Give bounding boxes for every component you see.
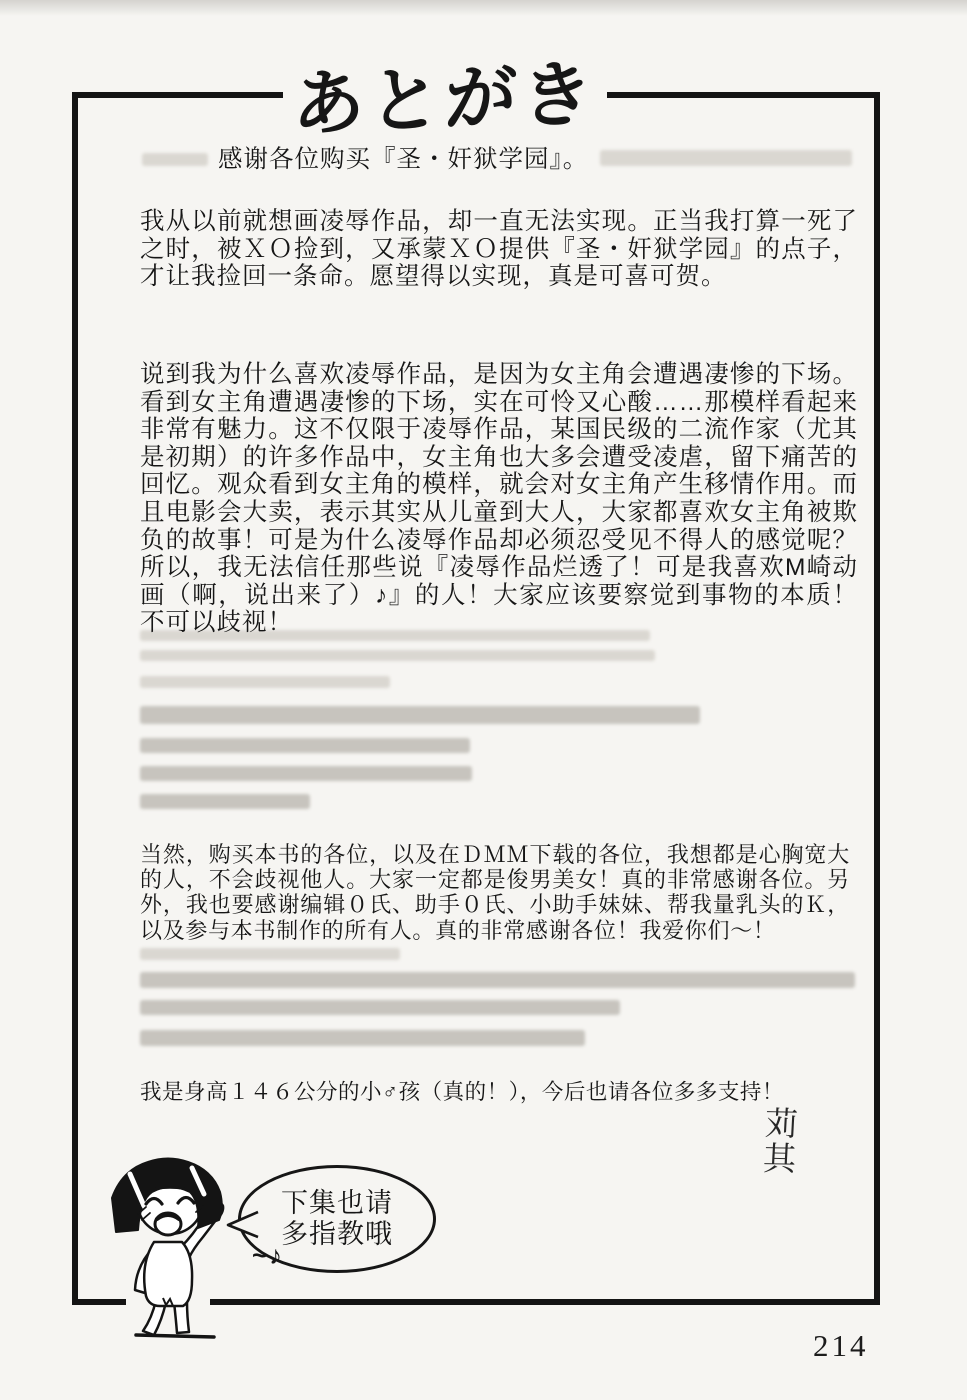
faded-text-line <box>140 972 855 988</box>
faded-text-line <box>140 650 655 661</box>
faded-text-line <box>140 738 470 753</box>
faded-text-line <box>140 706 700 724</box>
paragraph-closing: 我是身高１４６公分的小♂孩（真的！），今后也请各位多多支持！ <box>140 1080 784 1104</box>
paragraph-origin: 我从以前就想画凌辱作品，却一直无法实现。正当我打算一死了之时，被ＸＯ捡到，又承蒙ＸＯ提供『圣・奸狱学园』的点子，才让我捡回一条命。愿望得以实现，真是可喜可贺。 <box>140 208 858 291</box>
scan-noise-band <box>0 0 967 16</box>
musical-note-icon: ~♪ <box>252 1240 285 1270</box>
faded-text-line <box>140 948 400 960</box>
speech-bubble-tail <box>224 1210 260 1240</box>
speech-bubble-line1: 下集也请 <box>281 1188 393 1218</box>
paragraph-gratitude: 当然，购买本书的各位，以及在ＤＭＭ下载的各位，我想都是心胸宽大的人，不会歧视他人。大家一定都是俊男美女！真的非常感谢各位。另外，我也要感谢编辑０氏、助手０氏、小助手妹妹、帮我量乳头的Ｋ，以及参与本书制作的所有人。真的非常感谢各位！我爱你们～！ <box>140 842 850 943</box>
faded-text-line <box>140 676 390 688</box>
chibi-mascot-illustration <box>90 1140 250 1340</box>
afterword-title-text: あとがき <box>291 54 599 146</box>
faded-text-line <box>140 794 310 809</box>
faded-text-line <box>140 1030 585 1046</box>
page-number: 214 <box>813 1328 869 1363</box>
paragraph-thanks: 感谢各位购买『圣・奸狱学园』。 <box>218 146 589 173</box>
speech-bubble-line2: 多指教哦 <box>281 1219 393 1249</box>
faded-text-line <box>140 1000 620 1015</box>
afterword-title <box>283 40 607 146</box>
mascot-body <box>144 1242 192 1306</box>
faded-text-line <box>140 766 472 781</box>
artist-signature: 苅其 <box>758 1105 799 1177</box>
ground-shadow <box>136 1335 214 1337</box>
paragraph-essay: 说到我为什么喜欢凌辱作品，是因为女主角会遭遇凄惨的下场。看到女主角遭遇凄惨的下场，实在可怜又心酸……那模样看起来非常有魅力。这不仅限于凌辱作品，某国民级的二流作家（尤其是初期）的许多作品中，女主角也大多会遭受凌虐，留下痛苦的回忆。观众看到女主角的模样，就会对女主角产生移情作用。而且电影会大卖，表示其实从儿童到大人，大家都喜欢女主角被欺负的故事！可是为什么凌辱作品却必须忍受见不得人的感觉呢？所以，我无法信任那些说『凌辱作品烂透了！可是我喜欢M崎动画（啊，说出来了）♪』的人！大家应该要察觉到事物的本质！不可以歧视！ <box>140 361 858 637</box>
